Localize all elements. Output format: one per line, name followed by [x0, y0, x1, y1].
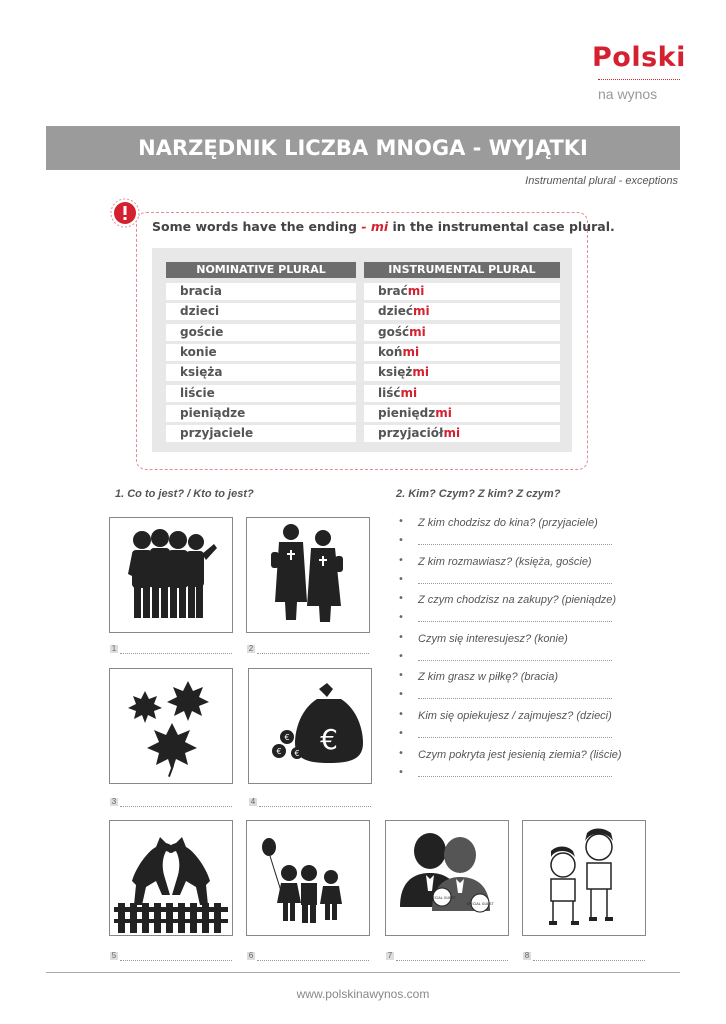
brothers-icon — [110, 518, 232, 632]
rule-after: in the instrumental case plural. — [388, 219, 615, 234]
table-cell-instrumental — [364, 425, 560, 442]
table-cell-instrumental — [364, 405, 560, 422]
answer-line[interactable] — [418, 621, 612, 622]
bullet-icon: • — [398, 689, 404, 700]
footer-divider — [46, 972, 680, 973]
instrumental-stem: pieniędz — [378, 406, 436, 420]
bullet-icon: • — [398, 555, 404, 566]
horses-icon — [110, 821, 232, 935]
instrumental-ending: mi — [400, 386, 418, 400]
logo-tagline: na wynos — [598, 86, 658, 102]
question-text: Z czym chodzisz na zakupy? (pieniądze) — [418, 594, 617, 606]
instrumental-ending: mi — [412, 304, 430, 318]
instrumental-ending: mi — [407, 284, 425, 298]
question-text: Z kim grasz w piłkę? (bracia) — [418, 671, 558, 683]
section1-heading: 1. Co to jest? / Kto to jest? — [115, 488, 254, 500]
table-cell-instrumental — [364, 385, 560, 402]
footer-url[interactable]: www.polskinawynos.com — [296, 987, 430, 1001]
picture-number-3: 3 — [111, 797, 117, 806]
bullet-icon: • — [398, 516, 404, 527]
bullet-icon: • — [398, 709, 404, 720]
picture-frame-6 — [246, 820, 370, 936]
picture-frame-3 — [109, 668, 233, 784]
friends-icon — [523, 821, 645, 935]
section2-heading: 2. Kim? Czym? Z kim? Z czym? — [396, 488, 561, 500]
answer-line-1 — [120, 653, 232, 654]
question-text: Z kim chodzisz do kina? (przyjaciele) — [418, 517, 598, 529]
answer-line[interactable] — [418, 698, 612, 699]
svg-text:€: € — [294, 749, 300, 758]
bullet-icon: • — [398, 612, 404, 623]
table-cell-instrumental — [364, 303, 560, 320]
answer-line[interactable] — [418, 737, 612, 738]
table-header-instrumental: INSTRUMENTAL PLURAL — [364, 262, 560, 278]
instrumental-stem: koń — [378, 345, 403, 359]
answer-line[interactable] — [418, 583, 612, 584]
question-text: Czym się interesujesz? (konie) — [418, 633, 568, 645]
answer-line-7 — [396, 960, 508, 961]
table-cell-nominative: bracia — [166, 283, 356, 300]
table-cell-nominative: dzieci — [166, 303, 356, 320]
table-cell-instrumental — [364, 344, 560, 361]
bullet-icon: • — [398, 748, 404, 759]
bullet-icon: • — [398, 767, 404, 778]
picture-frame-5 — [109, 820, 233, 936]
bullet-icon: • — [398, 651, 404, 662]
rule-ending: - mi — [361, 219, 389, 234]
table-cell-instrumental — [364, 324, 560, 341]
instrumental-stem: brać — [378, 284, 408, 298]
answer-line[interactable] — [418, 776, 612, 777]
table-cell-nominative: liście — [166, 385, 356, 402]
picture-number-8: 8 — [524, 951, 530, 960]
instrumental-stem: przyjaciół — [378, 426, 444, 440]
picture-number-2: 2 — [248, 644, 254, 653]
svg-text:€: € — [284, 733, 290, 742]
table-cell-instrumental — [364, 283, 560, 300]
guests-icon — [386, 821, 508, 935]
picture-number-5: 5 — [111, 951, 117, 960]
answer-line-4 — [259, 806, 371, 807]
bullet-icon: • — [398, 593, 404, 604]
table-cell-nominative: księża — [166, 364, 356, 381]
instrumental-ending: mi — [402, 345, 420, 359]
rule-sentence — [152, 219, 615, 234]
table-cell-nominative: goście — [166, 324, 356, 341]
table-header-nominative: NOMINATIVE PLURAL — [166, 262, 356, 278]
bullet-icon: • — [398, 574, 404, 585]
instrumental-stem: gość — [378, 325, 410, 339]
special-guest-badge-2: SPECIAL GUEST — [466, 902, 494, 906]
answer-line-5 — [120, 960, 232, 961]
svg-text:€: € — [276, 747, 282, 756]
instrumental-stem: księż — [378, 365, 413, 379]
answer-line[interactable] — [418, 660, 612, 661]
bullet-icon: • — [398, 728, 404, 739]
page-title: NARZĘDNIK LICZBA MNOGA - WYJĄTKI — [138, 136, 588, 160]
table-cell-nominative: przyjaciele — [166, 425, 356, 442]
instrumental-stem: liść — [378, 386, 401, 400]
picture-frame-4 — [248, 668, 372, 784]
instrumental-ending: mi — [412, 365, 429, 379]
money-bag-icon — [249, 669, 371, 783]
instrumental-ending: mi — [435, 406, 452, 420]
instrumental-ending: mi — [443, 426, 461, 440]
picture-frame-2 — [246, 517, 370, 633]
logo-wordmark: Polski — [592, 42, 686, 73]
children-icon — [247, 821, 369, 935]
answer-line-6 — [257, 960, 369, 961]
table-cell-nominative: pieniądze — [166, 405, 356, 422]
picture-number-4: 4 — [250, 797, 256, 806]
question-text: Z kim rozmawiasz? (księża, goście) — [418, 556, 592, 568]
special-guest-badge-1: SPECIAL GUEST — [428, 896, 456, 900]
logo-divider — [598, 79, 680, 80]
answer-line-2 — [257, 653, 369, 654]
question-text: Czym pokryta jest jesienią ziemia? (liście) — [418, 749, 622, 761]
rule-before: Some words have the ending — [152, 219, 362, 234]
bullet-icon: • — [398, 670, 404, 681]
picture-frame-8 — [522, 820, 646, 936]
answer-line-3 — [120, 806, 232, 807]
answer-line[interactable] — [418, 544, 612, 545]
picture-frame-7 — [385, 820, 509, 936]
answer-line-8 — [533, 960, 645, 961]
instrumental-stem: dzieć — [378, 304, 413, 318]
picture-number-7: 7 — [387, 951, 393, 960]
picture-number-6: 6 — [248, 951, 254, 960]
svg-text:€: € — [320, 723, 338, 756]
table-cell-nominative: konie — [166, 344, 356, 361]
exclamation-icon — [108, 198, 142, 228]
page-subtitle: Instrumental plural - exceptions — [525, 175, 678, 187]
table-cell-instrumental — [364, 364, 560, 381]
bullet-icon: • — [398, 632, 404, 643]
priests-icon — [247, 518, 369, 632]
instrumental-ending: mi — [409, 325, 426, 339]
picture-frame-1 — [109, 517, 233, 633]
bullet-icon: • — [398, 535, 404, 546]
leaves-icon — [110, 669, 232, 783]
picture-number-1: 1 — [111, 644, 117, 653]
question-text: Kim się opiekujesz / zajmujesz? (dzieci) — [418, 710, 612, 722]
